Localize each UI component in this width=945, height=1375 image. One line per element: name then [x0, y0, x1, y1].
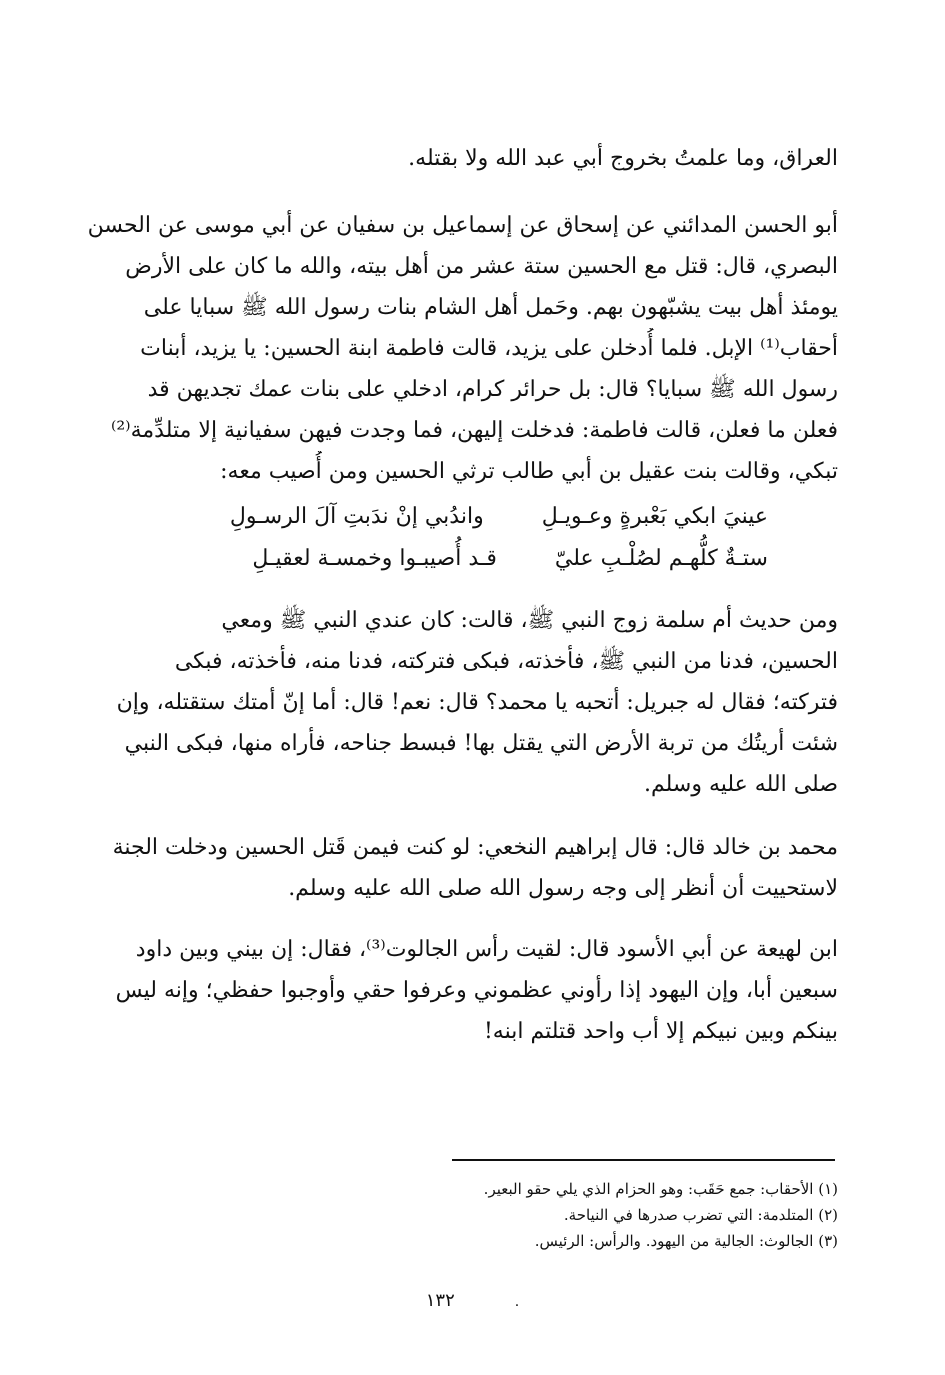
text-line: البصري، قال: قتل مع الحسين ستة عشر من أهل بيته، والله ما كان على الأرض [125, 254, 838, 279]
text-line: رسول الله ﷺ سبايا؟ قال: بل حرائر كرام، ادخلي على بنات عمك تجديهن قد [147, 377, 838, 402]
paragraph-5 [78, 929, 838, 1052]
poem-verse [78, 496, 838, 538]
text-line: يومئذ أهل بيت يشبّهون بهم. وحَمل أهل الشام بنات رسول الله ﷺ سبايا على [143, 295, 838, 320]
page-number-area [0, 1290, 945, 1311]
text-line: فتركته؛ فقال له جبريل: أتحبه يا محمد؟ قال: نعم! قال: أما إنّ أمتك ستقتله، وإن [116, 690, 838, 715]
text-line: بينكم وبين نبيكم إلا أب واحد قتلتم ابنه! [483, 1019, 838, 1044]
footnotes [138, 1176, 838, 1254]
poem-hemistich-first: عينيَ ابكي بَعْبرةٍ وعـويـلِ [541, 504, 768, 529]
poem-hemistich-first: ستـةٌ كلُّهـم لصُلْـبِ عليّ [554, 546, 768, 571]
poem-hemistich-second: واندُبي إنْ ندَبتِ آلَ الرسـولِ [229, 504, 484, 529]
paragraph-2 [78, 205, 838, 492]
poem-verse [78, 538, 838, 580]
text-line: شئت أريتُك من تربة الأرض التي يقتل بها! فبسط جناحه، فأراه منها، فبكى النبي [124, 731, 838, 756]
text-line: ابن لهيعة عن أبي الأسود قال: لقيت رأس الجالوت⁽³⁾، فقال: إن بيني وبين داود [135, 937, 838, 962]
paragraph-1 [78, 138, 838, 179]
footnote-separator [452, 1159, 835, 1161]
footnote: (١) الأحقاب: جمع حَقَب: وهو الحزام الذي يلي حقو البعير. [483, 1180, 838, 1198]
text-line: محمد بن خالد قال: قال إبراهيم النخعي: لو كنت فيمن قَتل الحسين ودخلت الجنة [112, 835, 838, 860]
text-line: صلى الله عليه وسلم. [644, 772, 838, 797]
text-line: لاستحييت أن أنظر إلى وجه رسول الله صلى الله عليه وسلم. [288, 876, 838, 901]
paragraph-4 [78, 827, 838, 909]
poem-hemistich-second: قـد أُصيبـوا وخمسـة لعقيـلِ [252, 546, 497, 571]
footnote: (٢) المتلدمة: التي تضرب صدرها في النياحة. [563, 1206, 838, 1224]
text-line: تبكي، وقالت بنت عقيل بن أبي طالب ترثي الحسين ومن أُصيب معه: [220, 459, 838, 484]
text-line: سبعين أبا، وإن اليهود إذا رأوني عظموني وعرفوا حقي وأوجبوا حفظي؛ وإنه ليس [115, 978, 838, 1003]
text-line: فعلن ما فعلن، قالت فاطمة: فدخلت إليهن، فما وجدت فيهن سفيانية إلا متلدِّمة⁽²⁾ [110, 418, 838, 443]
text-line: العراق، وما علمتُ بخروج أبي عبد الله ولا بقتله. [408, 146, 838, 171]
text-line: الحسين، فدنا من النبي ﷺ، فأخذته، فبكى فتركته، فدنا منه، فأخذته، فبكى [174, 649, 838, 674]
text-line: أحقاب⁽¹⁾ الإبل. فلما أُدخلن على يزيد، قالت فاطمة ابنة الحسين: يا يزيد، أبنات [140, 336, 838, 361]
footnote: (٣) الجالوث: الجالية من اليهود. والرأس: الرئيس. [534, 1232, 838, 1250]
page-number: ١٣٢ [425, 1290, 455, 1311]
dot-mark: . [514, 1294, 520, 1310]
text-line: أبو الحسن المدائني عن إسحاق عن إسماعيل بن سفيان عن أبي موسى عن الحسن [87, 213, 838, 238]
text-line: ومن حديث أم سلمة زوج النبي ﷺ، قالت: كان عندي النبي ﷺ ومعي [221, 608, 838, 633]
paragraph-3 [78, 600, 838, 805]
poem [78, 496, 838, 580]
